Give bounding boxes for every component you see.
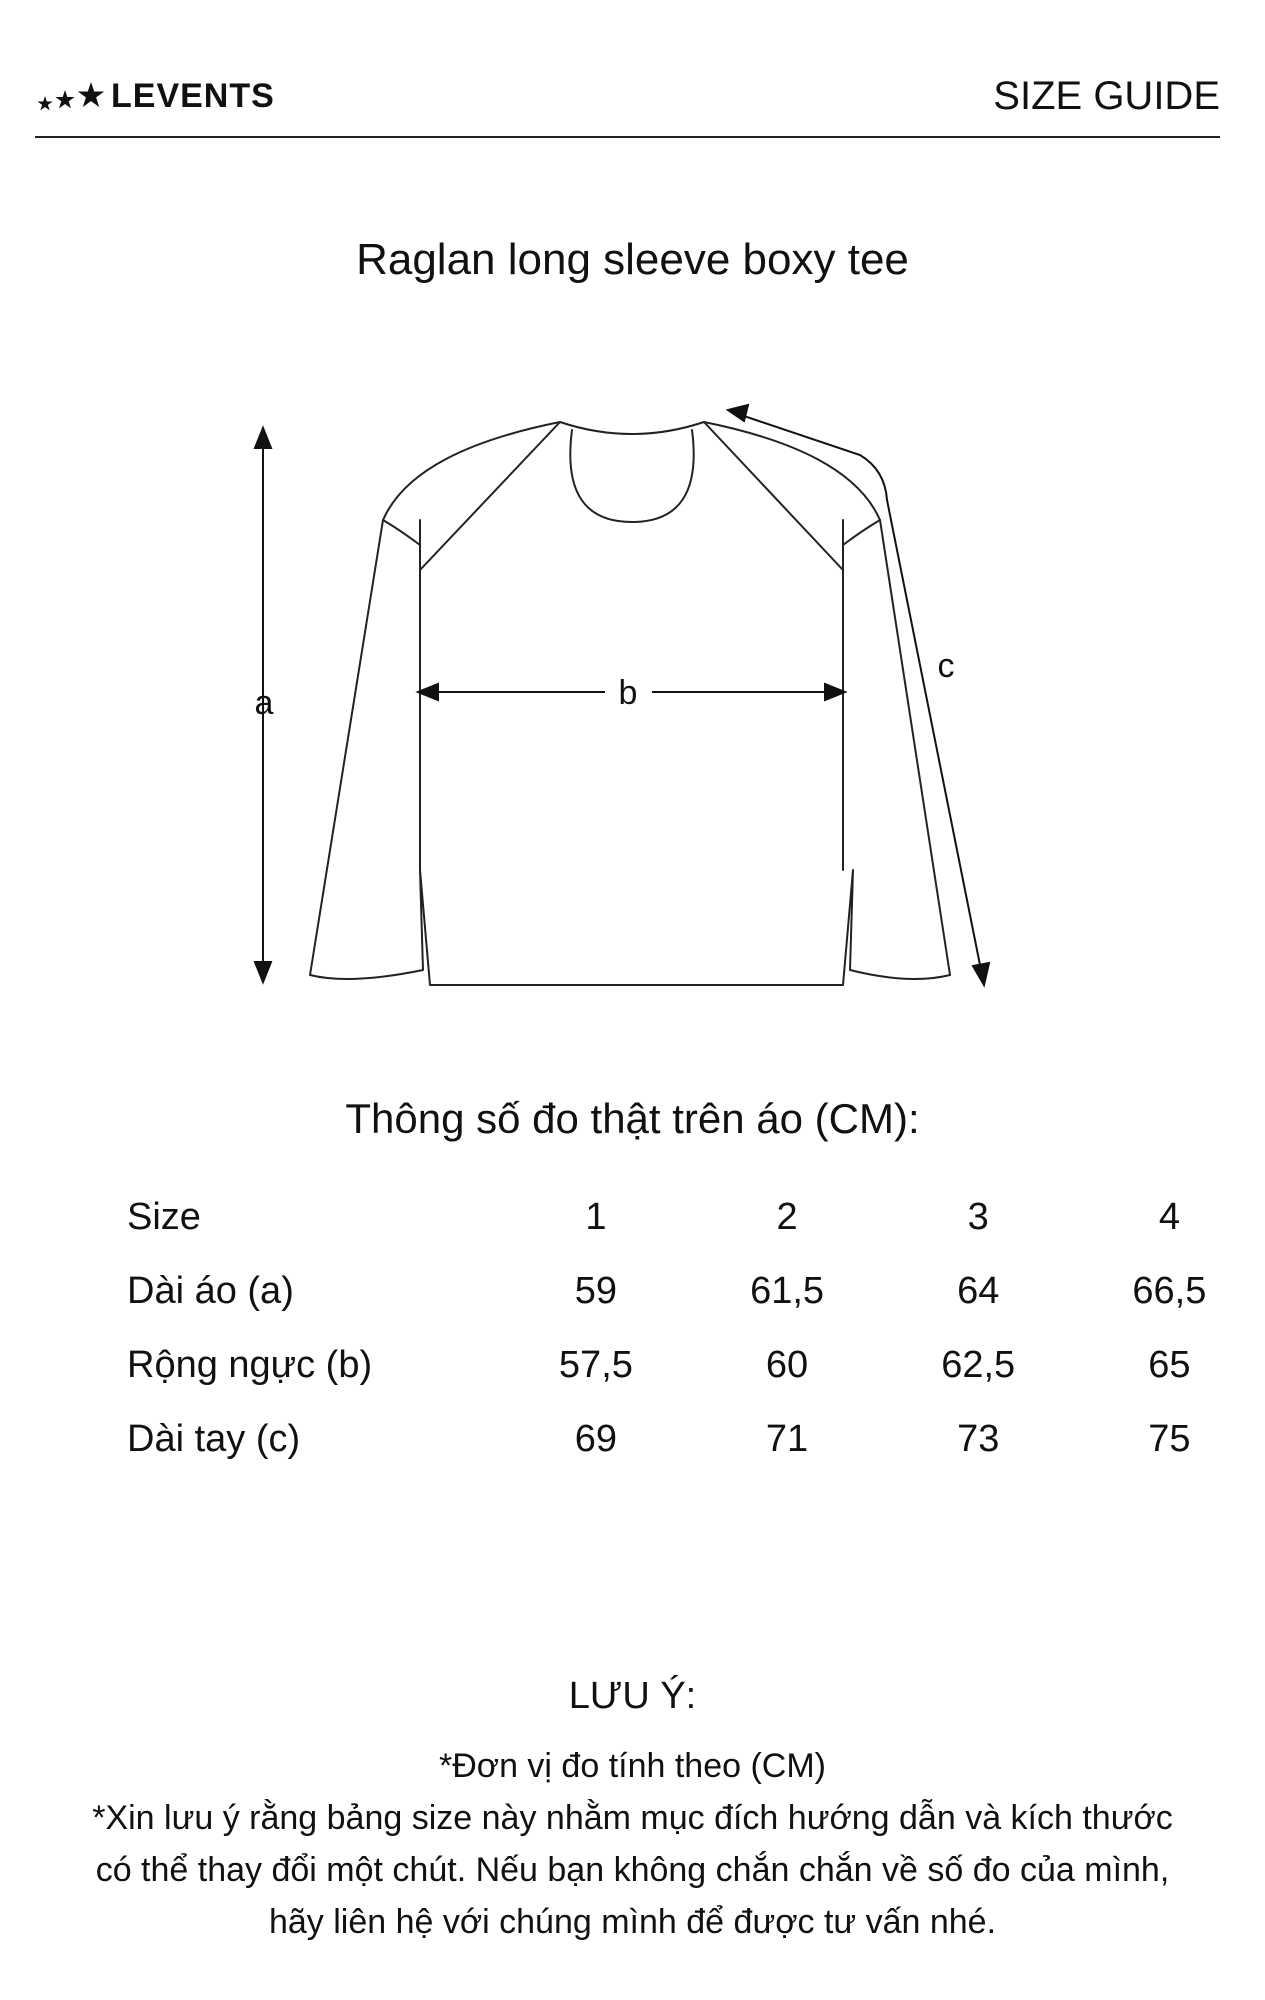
table-row — [115, 1328, 1265, 1402]
notes-title: LƯU Ý: — [568, 1675, 697, 1717]
chest-arrow-head-left — [418, 684, 438, 700]
right-raglan-seam — [704, 422, 843, 570]
length-arrow-head-bottom — [255, 962, 271, 982]
product-title: Raglan long sleeve boxy tee — [356, 235, 909, 284]
size-header-label: Size — [127, 1195, 201, 1238]
three-stars-icon — [35, 80, 109, 112]
table-cell: 57,5 — [558, 1343, 633, 1386]
sleeve-arrow-line — [735, 413, 982, 975]
sleeve-arrow-head-bottom — [973, 963, 989, 985]
measurement-table-title: Thông số đo thật trên áo (CM): — [345, 1095, 920, 1142]
size-header-cell: 4 — [1158, 1195, 1180, 1238]
row-label: Dài áo (a) — [127, 1269, 294, 1312]
table-cell: 66,5 — [1132, 1269, 1207, 1312]
brand-logo — [35, 76, 275, 116]
table-cell: 62,5 — [941, 1343, 1016, 1386]
header-divider — [35, 136, 1220, 138]
size-guide-label: SIZE GUIDE — [993, 74, 1220, 118]
table-cell: 59 — [574, 1269, 618, 1312]
collar-outer — [560, 422, 704, 434]
row-label: Rộng ngực (b) — [127, 1343, 373, 1386]
brand-name: LEVENTS — [111, 77, 275, 115]
length-label: a — [254, 684, 274, 722]
table-cell: 64 — [957, 1269, 1000, 1312]
chest-arrow-head-right — [825, 684, 845, 700]
shirt-body-outline — [310, 422, 950, 985]
size-header-cell: 1 — [585, 1195, 607, 1238]
size-table — [115, 1180, 1265, 1476]
size-header-cell: 3 — [967, 1195, 989, 1238]
notes-body — [90, 1740, 1175, 1948]
right-armpit-curve — [843, 520, 880, 545]
size-header-cell: 2 — [776, 1195, 798, 1238]
page-header — [35, 70, 1220, 140]
table-cell: 73 — [957, 1417, 1000, 1460]
left-raglan-seam — [420, 422, 560, 570]
sleeve-label: c — [937, 647, 955, 685]
chest-label: b — [618, 674, 638, 712]
table-cell: 60 — [765, 1343, 809, 1386]
table-cell: 69 — [574, 1417, 618, 1460]
table-cell: 75 — [1148, 1417, 1191, 1460]
collar-inner — [570, 430, 693, 522]
length-arrow-head-top — [255, 428, 271, 448]
table-cell: 65 — [1148, 1343, 1191, 1386]
left-armpit-curve — [383, 520, 420, 545]
note-line: *Xin lưu ý rằng bảng size này nhằm mục đích hướng dẫn và kích thước có thể thay đổi một chút. Nếu bạn không chắn chắn về số đo của mình, hãy liên hệ với chúng mình để được tư vấn nhé. — [92, 1799, 1173, 1941]
table-row — [115, 1402, 1265, 1476]
table-header-row — [115, 1180, 1265, 1254]
table-row — [115, 1254, 1265, 1328]
row-label: Dài tay (c) — [127, 1417, 301, 1460]
table-cell: 61,5 — [750, 1269, 825, 1312]
note-line: *Đơn vị đo tính theo (CM) — [439, 1747, 826, 1785]
sleeve-arrow-head-top — [728, 405, 748, 421]
table-cell: 71 — [765, 1417, 809, 1460]
